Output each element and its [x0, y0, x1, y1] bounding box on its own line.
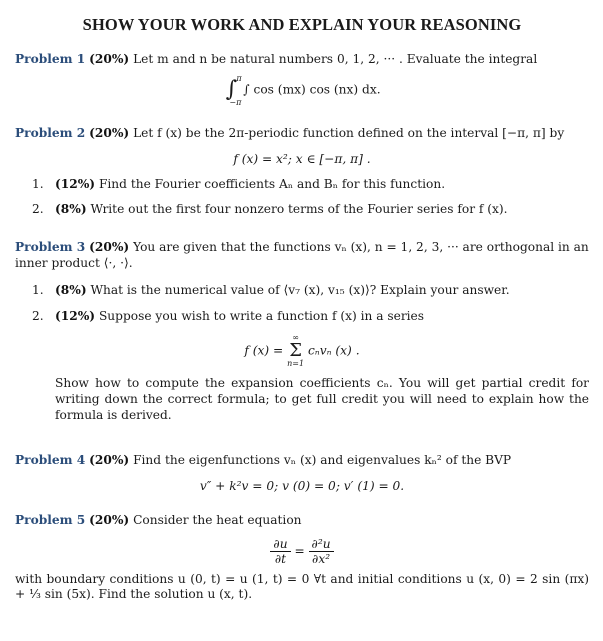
- series-rhs: cₙvₙ (x) .: [307, 343, 360, 358]
- problem-5-points: (20%): [89, 513, 130, 527]
- heat-equation: $\frac{\partial u}{\partial t}$ = $\frac{\text{∂²u}}{\text{∂x²}}$: [15, 537, 589, 566]
- problem-5-text: Consider the heat equation: [133, 513, 302, 527]
- problem-5-followup: with boundary conditions u (0, t) = u (1, t) = 0 ∀t and initial conditions u (x, 0) = 2 sin (πx) + ⅓ sin (5x). Find the solution u (x, t).: [15, 571, 589, 602]
- integral-sign: ∫ π −π: [225, 73, 242, 107]
- part-number: 1.: [32, 177, 44, 192]
- problem-2-equation: f (x) = x²; x ∈ [−π, π] .: [233, 151, 371, 166]
- part-text: Suppose you wish to write a function f (x) in a series: [98, 308, 425, 323]
- problem-4: [15, 453, 589, 494]
- problem-2-parts: [15, 177, 589, 217]
- part-text: Find the Fourier coefficients Aₙ and Bₙ for this function.: [98, 177, 446, 192]
- part-number: 1.: [32, 283, 44, 298]
- problem-2-label: Problem 2: [15, 126, 86, 140]
- sum-lower-limit: n=1: [287, 359, 305, 369]
- problem-3-label: Problem 3: [15, 240, 86, 254]
- part-text: What is the numerical value of ⟨v₇ (x), v₁₅ (x)⟩? Explain your answer.: [90, 283, 510, 298]
- problem-3-statement: [15, 240, 589, 271]
- problem-3-parts: [15, 283, 589, 324]
- problem-2-part-2: [15, 202, 589, 218]
- problem-4-statement: [15, 453, 589, 469]
- part-points: (8%): [55, 201, 87, 216]
- problem-4-text: Find the eigenfunctions vₙ (x) and eigenvalues kₙ² of the BVP: [133, 453, 512, 467]
- time-derivative: $\frac{\partial u}{\partial t}$: [270, 537, 290, 566]
- problem-3-part-2: [15, 309, 589, 325]
- problem-1-integrand: ∫ cos (mx) cos (nx) dx.: [243, 82, 381, 97]
- problem-3-series-equation: [15, 334, 589, 368]
- part-points: (12%): [55, 308, 96, 323]
- problem-2-text: Let f (x) be the 2π-periodic function defined on the interval [−π, π] by: [133, 126, 565, 140]
- space-derivative: $\frac{\text{∂²u}}{\text{∂x²}}$: [309, 537, 334, 566]
- problem-2: [15, 126, 589, 217]
- problem-1-label: Problem 1: [15, 52, 86, 66]
- problem-1-equation: [15, 73, 589, 107]
- page-title: SHOW YOUR WORK AND EXPLAIN YOUR REASONING: [82, 15, 522, 34]
- part-number: 2.: [32, 308, 44, 323]
- sum-upper-limit: ∞: [292, 333, 299, 343]
- problem-1: [15, 52, 589, 107]
- problem-2-statement: [15, 126, 589, 142]
- problem-3-points: (20%): [89, 240, 130, 254]
- problem-1-text: Let m and n be natural numbers 0, 1, 2, ··· . Evaluate the integral: [133, 52, 538, 66]
- part-points: (12%): [55, 177, 96, 192]
- problem-2-points: (20%): [89, 126, 130, 140]
- integral-lower-limit: −π: [229, 97, 242, 107]
- problem-5-label: Problem 5: [15, 513, 86, 527]
- part-text: Write out the first four nonzero terms of the Fourier series for f (x).: [90, 201, 508, 216]
- problem-4-points: (20%): [89, 453, 130, 467]
- problem-4-label: Problem 4: [15, 453, 86, 467]
- problem-1-statement: [15, 52, 589, 68]
- problem-3-followup: Show how to compute the expansion coefficients cₙ. You will get partial credit for writing down the correct formula; to get full credit you will need to explain how the formula is derived.: [55, 376, 589, 422]
- problem-3: [15, 240, 589, 423]
- series-lhs: f (x) =: [244, 343, 284, 358]
- problem-2-part-1: [15, 177, 589, 193]
- problem-5: [15, 513, 589, 603]
- problem-5-statement: [15, 513, 589, 529]
- summation-sign: ∞ Σ n=1: [287, 333, 305, 369]
- problem-3-text: You are given that the functions vₙ (x), n = 1, 2, 3, ··· are orthogonal in an inner product ⟨·, ·⟩.: [15, 240, 589, 270]
- part-points: (8%): [55, 283, 87, 298]
- problem-4-equation: v″ + k²v = 0; v (0) = 0; v′ (1) = 0.: [199, 478, 405, 493]
- integral-upper-limit: π: [236, 73, 242, 83]
- problem-3-part-1: [15, 283, 589, 299]
- problem-1-points: (20%): [89, 52, 130, 66]
- part-number: 2.: [32, 201, 44, 216]
